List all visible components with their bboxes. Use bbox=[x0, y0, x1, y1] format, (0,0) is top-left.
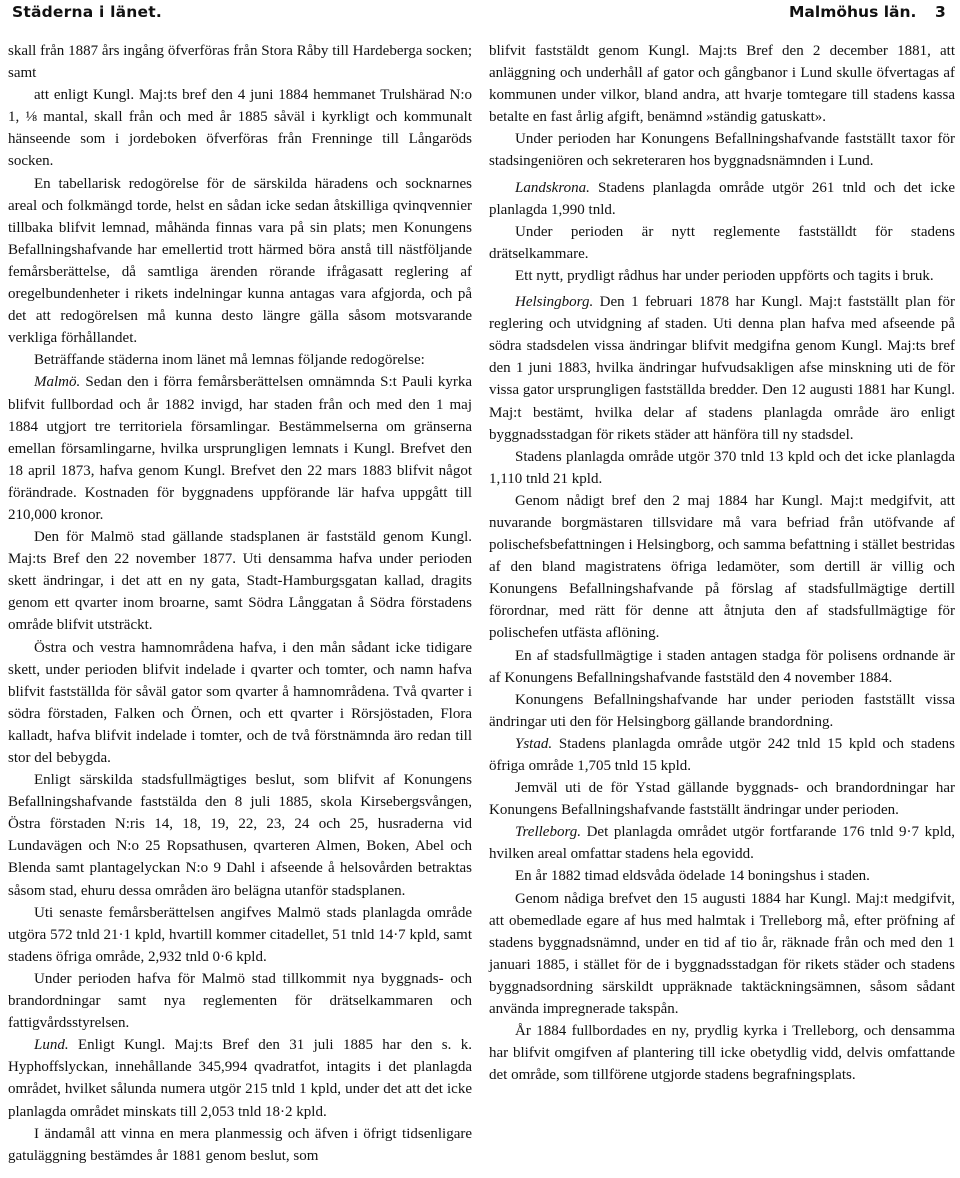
paragraph: En år 1882 timad eldsvåda ödelade 14 boningshus i staden. bbox=[515, 868, 870, 885]
paragraph: Jemväl uti de för Ystad gällande byggnads- och brandordningar har Konungens Befallningshafvande fastställt ändringar under perioden. bbox=[489, 780, 955, 819]
paragraph: Östra och vestra hamnområdena hafva, i den mån sådant icke tidigare skett, under perioden blifvit indelade i qvarter och tomter, och namn hafva blifvit fastställda för såväl gator som qvarter å hamnområdena. Två qvarter i södra förstaden, Falken och Örnen, och ett qvarter i Rörsjöstaden, Flora kalladt, hafva blifvit indelade i tomter, och de två förstnämnda äro redan till stor del bebygda. bbox=[8, 639, 472, 766]
paragraph: Stadens planlagda område utgör 370 tnld 13 kpld och det icke planlagda 1,110 tnld 21 kpld. bbox=[489, 448, 955, 487]
paragraph: Under perioden är nytt reglemente fastställdt för stadens drätselkammare. bbox=[489, 223, 955, 262]
paragraph: Malmö. Sedan den i förra femårsberättelsen omnämnda S:t Pauli kyrka blifvit fullbordad och år 1882 invigd, har staden från och med den 1 maj 1884 utgjort tre territoriela församlingar. Bestämmelserna om gränserna emellan församlingarne, hvilka ursprungligen lemnats i Kungl. Brefvet den 18 april 1873, hafva genom Kungl. Brefvet den 22 mars 1883 blifvit något förändrade. Kostnaden för byggnadens uppförande lär hafva uppgått till 210,000 kronor. bbox=[8, 374, 472, 523]
paragraph: Lund. Enligt Kungl. Maj:ts Bref den 31 juli 1885 har den s. k. Hyphoffslyckan, innehållande 345,994 qvadratfot, intagits i det planlagda området, hvilket sålunda numera utgör 215 tnld 1 kpld, under det att det icke planlagda området minskats till 2,053 tnld 18·2 kpld. bbox=[8, 1037, 472, 1120]
left-column bbox=[8, 40, 472, 1167]
paragraph: Uti senaste femårsberättelsen angifves Malmö stads planlagda område utgöra 572 tnld 21·1 kpld, hvartill kommer citadellet, 51 tnld 14·7 kpld, samt stadens öfriga område, 2,932 tnld 0·6 kpld. bbox=[8, 904, 472, 965]
paragraph: Trelleborg. Det planlagda området utgör fortfarande 176 tnld 9·7 kpld, hvilken areal omfattar stadens hela egovidd. bbox=[489, 824, 955, 863]
paragraph: Helsingborg. Den 1 februari 1878 har Kungl. Maj:t fastställt plan för reglering och utvidgning af staden. Uti denna plan hafva med afseende på södra stadsdelen vissa ändringar blifvit medgifna genom Kungl. Maj:ts bref den 1 juni 1883, hvilka ändringar hufvudsakligen afse minskning uti de för vissa gator ursprungligen fastställda bredder. Den 12 augusti 1881 har Kungl. Maj:t bestämt, hvilka delar af stadens planlagda område äro enligt byggnadsstadgan för rikets städer att hänföra till ny stadsdel. bbox=[489, 294, 955, 443]
paragraph: skall från 1887 års ingång öfverföras från Stora Råby till Hardeberga socken; samt bbox=[8, 43, 472, 82]
paragraph: Enligt särskilda stadsfullmägtiges beslut, som blifvit af Konungens Befallningshafvande faststälda den 8 juli 1885, skola Kirsebergsvången, Östra förstaden N:ris 14, 18, 19, 22, 23, 24 och 25, husraderna vid Lundavägen och N:o 25 Ropsathusen, qvarteren Almen, Boken, Abel och Blenda samt plantagelyckan N:o 9 Dahl i afseende å helsovården betraktas såsom stad, ehuru dessa områden äro belägna utanför stadsplanen. bbox=[8, 772, 472, 899]
paragraph: Under perioden hafva för Malmö stad tillkommit nya byggnads- och brandordningar samt nya reglementen för drätselkammaren och fattigvårdsstyrelsen. bbox=[8, 970, 472, 1032]
paragraph: Beträffande städerna inom länet må lemnas följande redogörelse: bbox=[34, 352, 425, 369]
running-head-left: Städerna i länet. bbox=[12, 3, 162, 21]
paragraph: Under perioden har Konungens Befallningshafvande fastställt taxor för stadsingeniören och sekreteraren hos byggnadsnämnden i Lund. bbox=[489, 131, 955, 170]
right-column bbox=[489, 40, 955, 1086]
paragraph: Konungens Befallningshafvande har under perioden fastställt vissa ändringar uti den för Helsingborg gällande brandordning. bbox=[489, 691, 955, 730]
paragraph: En af stadsfullmägtige i staden antagen stadga för polisens ordnande är af Konungens Befallningshafvande faststäld den 4 november 1884. bbox=[489, 647, 955, 686]
page-header bbox=[0, 0, 960, 40]
paragraph: Genom nådiga brefvet den 15 augusti 1884 har Kungl. Maj:t medgifvit, att obemedlade egare af hus med halmtak i Trelleborg må, efter pröfning af stadens byggnadsnämnd, under en tid af tio år, räknade från och med den 1 januari 1885, i stället för de i byggnadsstadgan för rikets städer och stadens byggnadsordning särskildt uppräknade taktäckningsämnen, såsom sådant använda impregnerade takspån. bbox=[489, 890, 955, 1018]
paragraph: Ystad. Stadens planlagda område utgör 242 tnld 15 kpld och stadens öfriga område 1,705 tnld 15 kpld. bbox=[489, 735, 955, 774]
paragraph: blifvit faststäldt genom Kungl. Maj:ts Bref den 2 december 1881, att anläggning och underhåll af gator och gångbanor i Lund skulle öfvertagas af kommunen under vilkor, bland andra, att hvarje tomtegare till stadens kassa betalte en fast årlig afgift, benämnd »ständig gatuskatt». bbox=[489, 43, 955, 126]
paragraph: Genom nådigt bref den 2 maj 1884 har Kungl. Maj:t medgifvit, att nuvarande borgmästaren tillsvidare må vara befriad från utöfvande af polischefsbefattningen i Helsingborg, och samma befattning i stället bestridas af den bland magistratens öfriga ledamöter, som dertill är villig och Konungens Befallningshafvande på förslag af stadsfullmägtige dertill förordnar, med rätt för denne att åtnjuta den af stadsfullmägtige för polischefen utfästa aflöning. bbox=[489, 492, 955, 642]
paragraph: Landskrona. Stadens planlagda område utgör 261 tnld och det icke planlagda 1,990 tnld. bbox=[489, 179, 955, 218]
paragraph: I ändamål att vinna en mera planmessig och äfven i öfrigt tidsenligare gatuläggning bestämdes år 1881 genom beslut, som bbox=[8, 1125, 472, 1164]
paragraph: att enligt Kungl. Maj:ts bref den 4 juni 1884 hemmanet Trulshärad N:o 1, ⅛ mantal, skall från och med år 1885 såväl i kyrkligt och kommunalt hänseende som i jordeboken öfverföras från Frenninge till Långaröds socken. bbox=[8, 87, 472, 170]
running-head-right: Malmöhus län. bbox=[789, 3, 917, 21]
page-number: 3 bbox=[935, 3, 946, 21]
paragraph: År 1884 fullbordades en ny, prydlig kyrka i Trelleborg, och densamma har blifvit omgifven af plantering till icke obetydlig vidd, delvis omfattande det område, som tillförene utgjorde stadens begrafningsplats. bbox=[489, 1023, 955, 1084]
paragraph: Den för Malmö stad gällande stadsplanen är faststäld genom Kungl. Maj:ts Bref den 22 november 1877. Uti densamma hafva under perioden skett ändringar, i det att en ny gata, Stadt-Hamburgsgatan kallad, dragits genom ett qvarter inom broarne, samt Södra Långgatan å Södra förstadens område blifvit utsträckt. bbox=[8, 529, 472, 634]
paragraph: En tabellarisk redogörelse för de särskilda häradens och socknarnes areal och folkmängd torde, helst en sådan icke sedan åtskilliga qvinqvennier tillbaka blifvit lemnad, måhända finnas vara på sin plats; men Konungens Befallningshafvande har emellertid trott härmed böra anstå till nästföljande femårsberättelse, då samtliga ärenden rörande ifrågasatt reglering af oregelbundenheter i rikets indelningar kunna antagas vara afgjorda, och på det att redogörelsen må kunna desto längre gälla såsom motsvarande verkliga förhållandet. bbox=[8, 175, 472, 347]
paragraph: Ett nytt, prydligt rådhus har under perioden uppförts och tagits i bruk. bbox=[515, 267, 934, 284]
